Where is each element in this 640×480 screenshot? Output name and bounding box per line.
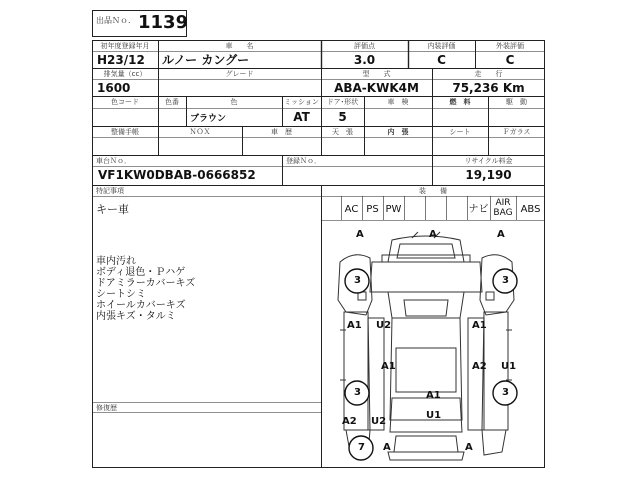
equip-abs: ABS xyxy=(520,204,541,215)
label-displacement: 排気量（cc） xyxy=(103,70,147,78)
label-special-notes: 特記事項 xyxy=(96,187,124,195)
equip-ps: PS xyxy=(366,204,379,215)
label-registration-number: 登録Ｎｏ． xyxy=(286,157,321,165)
transmission: AT xyxy=(293,110,310,124)
damage-mark: A1 xyxy=(472,320,487,331)
damage-mark: U2 xyxy=(371,416,387,427)
note-item: ドアミラーカバーキズ xyxy=(96,278,196,289)
label-recycle-fee: リサイクル料金 xyxy=(464,157,513,165)
label-equipment: 装 備 xyxy=(419,187,447,195)
interior-grade: C xyxy=(437,53,446,67)
damage-mark: A xyxy=(356,229,364,240)
notes-title: キー車 xyxy=(96,203,129,216)
damage-mark: 3 xyxy=(502,387,509,398)
car-name: ルノー カングー xyxy=(162,53,250,67)
label-color-number: 色番 xyxy=(165,98,179,106)
equip-navi: ナビ xyxy=(468,204,489,215)
damage-mark: 3 xyxy=(354,275,361,286)
auction-score: 3.0 xyxy=(353,53,376,67)
recycle-fee: 19,190 xyxy=(465,168,512,182)
label-repair-history: 修復歴 xyxy=(96,404,117,412)
label-first-registration: 初年度登録年月 xyxy=(100,42,150,50)
damage-mark: A1 xyxy=(381,361,396,372)
damage-mark: A xyxy=(497,229,505,240)
notes-list xyxy=(96,256,195,322)
label-seat: シート xyxy=(449,128,471,136)
equip-pw: PW xyxy=(385,204,402,215)
label-history: 車 歴 xyxy=(271,128,292,136)
lot-number-label: 出品Ｎｏ． xyxy=(96,16,136,25)
damage-mark: A xyxy=(465,442,473,453)
label-inspection: 車 検 xyxy=(387,98,409,106)
label-fuel: 燃 料 xyxy=(449,98,471,106)
label-interior-grade: 内装評価 xyxy=(427,42,456,50)
label-front-glass: Ｆガラス xyxy=(502,128,531,136)
label-score: 評価点 xyxy=(354,42,375,50)
label-maintenance-book: 整備手帳 xyxy=(111,128,139,136)
damage-mark: 3 xyxy=(354,387,361,398)
label-color-code: 色コード xyxy=(111,98,139,106)
label-model: 型 式 xyxy=(362,70,391,78)
exterior-grade: C xyxy=(505,53,515,67)
chassis-number: VF1KW0DBAB-0666852 xyxy=(98,168,256,182)
note-item: シートシミ xyxy=(96,289,146,300)
label-car-name: 車 名 xyxy=(225,42,254,50)
note-item: 内張キズ・タルミ xyxy=(96,311,176,322)
label-exterior-grade: 外装評価 xyxy=(496,42,524,50)
damage-mark: 7 xyxy=(358,442,365,453)
label-mission: ミッション xyxy=(284,98,319,106)
damage-mark: A xyxy=(383,442,391,453)
label-grade: グレード xyxy=(225,70,254,78)
damage-mark: A2 xyxy=(342,416,357,427)
damage-mark: A1 xyxy=(347,320,362,331)
equip-airbag: AIR BAG xyxy=(493,198,513,218)
damage-mark: U2 xyxy=(376,320,392,331)
lot-number: 1139 xyxy=(138,12,189,33)
label-interior-trim: 内 張 xyxy=(387,128,409,136)
body-color: ブラウン xyxy=(190,114,227,124)
first-registration: H23/12 xyxy=(97,53,145,67)
note-item: ホイールカバーキズ xyxy=(96,300,186,311)
damage-mark: A xyxy=(429,229,437,240)
label-chassis-number: 車台Ｎｏ． xyxy=(96,157,131,165)
label-mileage: 走 行 xyxy=(474,70,503,78)
label-doors: ドア･形状 xyxy=(326,98,359,106)
model-code: ABA-KWK4M xyxy=(334,81,419,95)
note-item: 車内汚れ xyxy=(96,256,136,267)
displacement: 1600 xyxy=(97,81,131,95)
label-headliner: 天 張 xyxy=(332,128,353,136)
damage-mark: U1 xyxy=(501,361,517,372)
damage-mark: A2 xyxy=(472,361,487,372)
damage-mark: 3 xyxy=(502,275,509,286)
note-item: ボディ退色・Ｐハゲ xyxy=(96,267,186,278)
damage-mark: A1 xyxy=(426,390,441,401)
door-count: 5 xyxy=(338,110,347,124)
equip-ac: AC xyxy=(344,204,359,215)
label-drive: 駆 動 xyxy=(506,98,527,106)
mileage: 75,236 Km xyxy=(452,81,525,95)
label-color: 色 xyxy=(230,98,238,106)
label-nox: ＮＯＸ xyxy=(189,128,211,136)
damage-mark: U1 xyxy=(426,410,442,421)
